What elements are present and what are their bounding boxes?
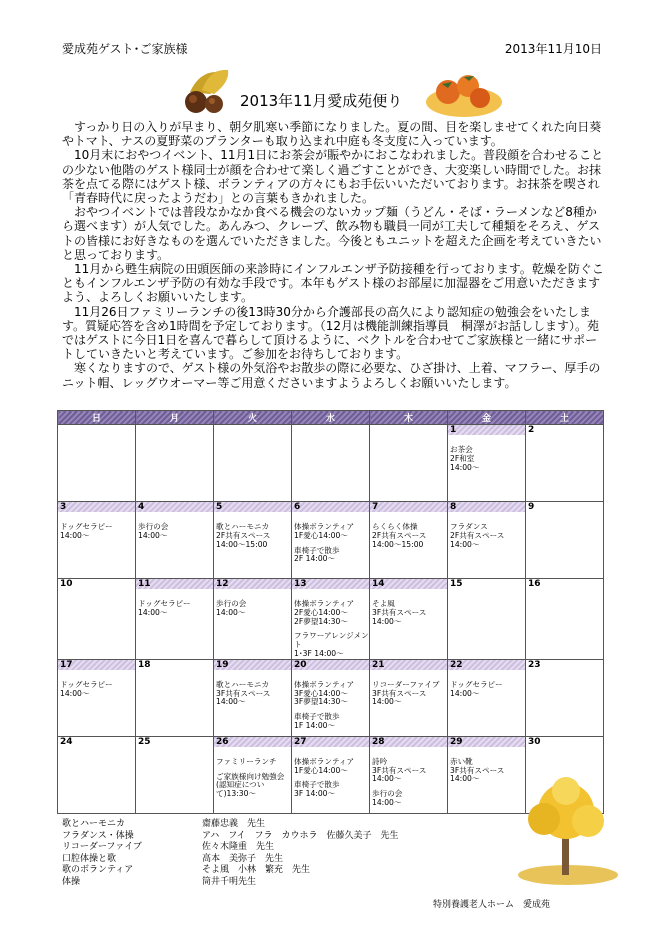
day-number: 25 [138,736,151,747]
teacher-name: 高本 美弥子 先生 [202,853,284,864]
newsletter-body [62,120,607,390]
day-number: 12 [214,579,291,589]
calendar-event: 歩行の会 14:00～ [138,522,169,540]
volunteer-teacher-list [62,819,398,888]
teacher-name: アハ フイ フラ カウホラ 佐藤久美子 先生 [202,830,399,841]
day-number: 20 [292,660,369,670]
day-number: 16 [528,579,541,589]
day-number: 3 [58,502,135,512]
calendar-event: らくらく体操 2F共有スペース 14:00～15:00 [372,522,427,549]
day-number: 15 [450,579,463,589]
weekday-wed: 水 [292,411,370,425]
event-calendar [57,410,604,814]
weekday-header-row [58,411,604,425]
day-number: 1 [448,425,525,435]
calendar-event: フラダンス 2F共有スペース 14:00～ [450,522,505,549]
day-number: 27 [292,737,369,747]
calendar-day-cell [448,425,526,502]
calendar-event: 詩吟 3F共有スペース 14:00～ [372,756,427,784]
body-paragraph: 10月末におやつイベント、11月1日にお茶会が賑やかにおこなわれました。普段顔を合わせることの少ない他階のゲスト様同士が顔を合わせて楽しく過ごすことができ、大変楽しい時間でした。お抹茶を点てる際にはゲスト様、ボランティアの方々にもお手伝いいただいております。お抹茶を喫され「青春時代に戻ったようだわ」との言葉もきかれました。 [62,148,604,206]
day-number: 4 [136,502,213,512]
calendar-event: 歌とハーモニカ 3F共有スペース 14:00～ [216,679,271,707]
teacher-row [62,865,398,877]
day-number: 29 [448,737,525,747]
calendar-day-cell [58,502,136,579]
calendar-day-cell [526,425,604,502]
teacher-row [62,877,398,889]
teacher-name: 佐々木隆重 先生 [202,842,275,852]
calendar-event: ドッグセラピー 14:00～ [60,679,113,698]
day-number: 17 [58,660,135,670]
calendar-day-cell [370,579,448,660]
weekday-sat: 土 [526,411,604,425]
weekday-thu: 木 [370,411,448,425]
chestnut-illustration [180,64,234,116]
calendar-day-cell [58,659,136,736]
activity-name: 歌とハーモニカ [62,819,126,829]
day-number: 2 [528,425,535,435]
calendar-day-cell [448,502,526,579]
day-number: 8 [448,502,525,512]
issue-date: 2013年11月10日 [504,42,602,56]
day-number: 9 [528,502,535,512]
calendar-event: お茶会 2F和室 14:00～ [450,445,480,472]
calendar-weeks [58,425,604,814]
newsletter-title: 2013年11月愛成苑便り [240,92,403,110]
calendar-event: 赤い靴 3F共有スペース 14:00～ [450,756,505,784]
calendar-day-cell [292,502,370,579]
day-number: 14 [370,579,447,589]
calendar-event: 体操ボランティア 1F愛心14:00～ [294,522,355,540]
ginkgo-tree-illustration [508,775,618,887]
calendar-day-cell [292,659,370,736]
day-number: 28 [370,737,447,747]
recipient-line: 愛成苑ゲスト･ご家族様 [62,42,188,56]
activity-name: 口腔体操と歌 [62,853,117,864]
activity-name: フラダンス・体操 [62,830,134,841]
weekday-tue: 火 [214,411,292,425]
activity-name: 体操 [62,876,81,887]
teacher-name: 齋藤忠義 先生 [202,819,266,829]
calendar-day-cell [214,659,292,736]
activity-name: 歌のボランティア [62,865,134,875]
day-number: 10 [60,579,73,589]
day-number: 30 [528,736,541,747]
day-number: 11 [136,579,213,589]
day-number: 6 [292,502,369,512]
calendar-event: 車椅子で散歩 2F 14:00～ [294,545,340,564]
calendar-day-cell [136,502,214,579]
calendar-day-cell [370,502,448,579]
activity-name: リコーダーファイブ [62,842,142,852]
teacher-name: そよ風 小林 繁充 先生 [202,865,311,875]
calendar-day-cell [214,736,292,813]
calendar-event: フラワーアレンジメント 1･3F 14:00～ [294,631,369,658]
calendar-event: 歩行の会 14:00～ [216,599,247,617]
calendar-day-cell [58,579,136,660]
calendar-day-cell [526,659,604,736]
calendar-day-cell [448,579,526,660]
teacher-row [62,831,398,843]
body-paragraph: すっかり日の入りが早まり、朝夕肌寒い季節になりました。夏の間、目を楽しませてくれた向日葵やトマト、ナスの夏野菜のプランターも取り込まれ中庭も冬支度に入っています。 [62,120,602,149]
calendar-event: 体操ボランティア 2F愛心14:00～ 2F夢望14:30～ [294,599,355,626]
calendar-day-cell [370,659,448,736]
calendar-day-cell [136,425,214,502]
calendar-day-cell [448,659,526,736]
calendar-event: リコーダーファイブ 3F共有スペース 14:00～ [372,679,440,707]
calendar-week-row [58,502,604,579]
calendar-event: 車椅子で散歩 1F 14:00～ [294,712,340,730]
persimmon-illustration [424,72,502,118]
teacher-row [62,854,398,866]
day-number: 7 [370,502,447,512]
calendar-event: 歌とハーモニカ 2F共有スペース 14:00～15:00 [216,522,271,549]
day-number: 26 [214,737,291,747]
teacher-row [62,842,398,854]
calendar-day-cell [526,579,604,660]
body-paragraph: 11月から甦生病院の田頭医師の来診時にインフルエンザ予防接種を行っております。乾燥を防ぐこともインフルエンザ予防の有効な手段です。本年もゲスト様のお部屋に加湿器をご用意いただきますよう、よろしくお願いいたします。 [62,262,604,305]
weekday-fri: 金 [448,411,526,425]
calendar-event: ドッグセラピー 14:00～ [60,522,113,540]
calendar-event: ご家族様向け勉強会(認知症について)13:30～ [216,771,285,799]
calendar-day-cell [214,502,292,579]
calendar-day-cell [136,736,214,813]
calendar-day-cell [370,425,448,502]
day-number: 5 [214,502,291,512]
day-number: 23 [528,659,541,670]
calendar-event: 体操ボランティア 1F愛心14:00～ [294,756,355,775]
calendar-day-cell [292,579,370,660]
calendar-day-cell [58,425,136,502]
body-paragraph: おやつイベントでは普段なかなか食べる機会のないカップ麺（うどん・そば・ラーメンなど8種から選べます）が人気でした。あんみつ、クレープ、飲み物も職員一同が工夫して種類をそろえ、ゲストの皆様にお好きなものを選んでいただきました。今後ともユニットを超えた企画を考えていきたいと思っております。 [62,205,602,262]
calendar-week-row [58,425,604,502]
day-number: 18 [138,659,151,670]
calendar-day-cell [292,425,370,502]
body-paragraph: 11月26日ファミリーランチの後13時30分から介護部長の高久により認知症の勉強会をいたします。質疑応答を含め1時間を予定しております。（12月は機能訓練指導員 桐澤がお話しします）。苑ではゲストに今日1日を喜んで暮らして頂けるように、ベクトルを合わせてご家族様と一緒にサポートしていきたいと考えています。ご参加をお待ちしております。 [62,304,599,362]
calendar-day-cell [136,659,214,736]
calendar-event: そよ風 3F共有スペース 14:00～ [372,599,427,626]
weekday-sun: 日 [58,411,136,425]
calendar-day-cell [214,579,292,660]
calendar-event: 歩行の会 14:00～ [372,789,403,807]
facility-name: 特別養護老人ホーム 愛成苑 [433,900,551,910]
calendar-day-cell [58,736,136,813]
calendar-day-cell [292,736,370,813]
day-number: 24 [60,736,73,747]
day-number: 19 [214,660,291,670]
body-paragraph: 寒くなりますので、ゲスト様の外気浴やお散歩の際に必要な、ひざ掛け、上着、マフラー、厚手のニット帽、レッグウオーマー等ご用意くださいますようよろしくお願いいたします。 [62,361,601,390]
calendar-event: 体操ボランティア 3F愛心14:00～ 3F夢望14:30～ [294,679,355,707]
calendar-event: ドッグセラピー 14:00～ [450,679,503,698]
day-number: 13 [292,579,369,589]
weekday-mon: 月 [136,411,214,425]
calendar-day-cell [370,736,448,813]
day-number: 22 [448,660,525,670]
calendar-event: 車椅子で散歩 3F 14:00～ [294,780,340,799]
teacher-row [62,819,398,831]
calendar-day-cell [136,579,214,660]
teacher-name: 筒井千明先生 [202,876,257,887]
day-number: 21 [370,660,447,670]
calendar-week-row [58,579,604,660]
calendar-event: ドッグセラピー 14:00～ [138,599,191,617]
calendar-day-cell [526,502,604,579]
calendar-event: ファミリーランチ [216,756,277,766]
calendar-week-row [58,659,604,736]
calendar-day-cell [214,425,292,502]
